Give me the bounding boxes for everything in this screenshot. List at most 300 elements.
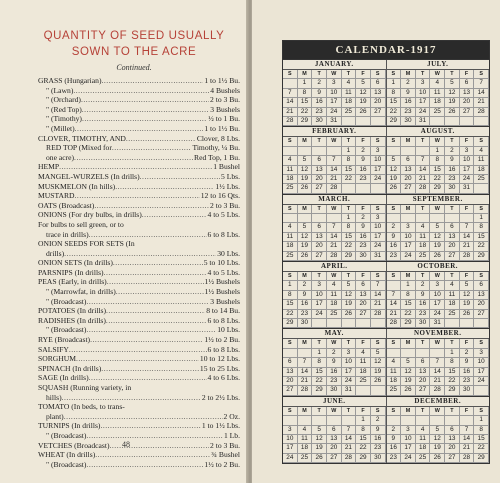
seed-quantity: 15 to 25 Lbs. [199, 363, 240, 373]
seed-name: SAGE (In drills) [38, 373, 89, 383]
leader-dots [64, 412, 223, 422]
day-cell [474, 117, 489, 126]
day-cell: 20 [416, 377, 431, 386]
day-cell: 7 [327, 223, 342, 232]
day-cell: 28 [342, 454, 357, 463]
day-cell [430, 214, 445, 223]
day-cell: 17 [342, 368, 357, 377]
day-cell: 28 [327, 252, 342, 261]
day-cell: 3 [371, 214, 386, 223]
day-cell: 9 [312, 89, 327, 98]
day-cell: 13 [312, 166, 327, 175]
seed-row [38, 431, 240, 441]
weekday-header: T [445, 205, 460, 214]
day-cell: 24 [312, 310, 327, 319]
seed-name: MANGEL-WURZELS (In drills) [38, 171, 140, 181]
day-cell: 9 [445, 156, 460, 165]
day-cell [387, 147, 402, 156]
weekday-header: S [371, 70, 386, 79]
day-cell: 13 [283, 368, 298, 377]
weekday-header: M [298, 137, 313, 146]
day-cell: 2 [356, 147, 371, 156]
day-cell [312, 319, 327, 328]
weekday-header: W [327, 407, 342, 416]
seed-quantity: 3 Bushels [210, 104, 240, 114]
day-cell: 10 [312, 291, 327, 300]
seed-quantity: 1½ Bushels [204, 287, 240, 297]
day-cell: 15 [401, 300, 416, 309]
leader-dots [74, 153, 193, 163]
weekday-header: M [401, 272, 416, 281]
day-cell: 3 [312, 281, 327, 290]
day-cell: 16 [387, 444, 402, 453]
day-cell: 14 [342, 435, 357, 444]
seed-quantity: 1½ Bushels [204, 277, 240, 287]
day-cell: 13 [356, 291, 371, 300]
leader-dots [95, 450, 210, 460]
day-cell: 6 [474, 281, 489, 290]
month-name: MARCH. [283, 195, 386, 205]
day-cell [445, 416, 460, 425]
seed-row [38, 162, 240, 172]
day-cell: 27 [460, 108, 475, 117]
day-cell: 25 [416, 454, 431, 463]
day-cell: 6 [460, 79, 475, 88]
weekday-header: M [298, 272, 313, 281]
seed-quantity [239, 220, 240, 230]
seed-row [38, 316, 240, 326]
leader-dots [90, 335, 203, 345]
seed-name: POTATOES (In drills) [38, 306, 107, 316]
day-cell: 1 [401, 281, 416, 290]
month-block [283, 329, 387, 395]
day-cell: 22 [445, 377, 460, 386]
seed-name: VETCHES (Broadcast) [38, 440, 110, 450]
day-cell: 4 [283, 223, 298, 232]
seed-row [38, 95, 240, 105]
weekday-header: T [416, 137, 431, 146]
day-cell: 4 [445, 281, 460, 290]
weekday-header: S [371, 137, 386, 146]
day-cell [460, 214, 475, 223]
day-grid [387, 205, 490, 261]
day-cell: 19 [460, 300, 475, 309]
day-cell: 30 [445, 184, 460, 193]
day-cell: 23 [445, 175, 460, 184]
day-cell: 26 [430, 454, 445, 463]
day-cell: 1 [387, 79, 402, 88]
day-cell: 7 [460, 426, 475, 435]
day-cell: 8 [474, 426, 489, 435]
day-cell [387, 281, 402, 290]
weekday-header: T [445, 70, 460, 79]
day-cell: 15 [474, 233, 489, 242]
day-cell: 15 [387, 98, 402, 107]
seed-quantity: ¾ Bushel [211, 450, 240, 460]
weekday-header: T [342, 70, 357, 79]
day-cell: 20 [371, 98, 386, 107]
weekday-header: W [430, 407, 445, 416]
day-cell: 31 [342, 386, 357, 395]
day-cell: 10 [342, 358, 357, 367]
weekday-header: S [474, 137, 489, 146]
day-cell [327, 214, 342, 223]
weekday-header: M [298, 205, 313, 214]
day-cell: 5 [445, 79, 460, 88]
month-block [387, 329, 490, 395]
day-cell: 19 [312, 444, 327, 453]
day-cell: 5 [387, 156, 402, 165]
seed-quantity: 1 Bushel [213, 162, 240, 172]
seed-name: RADISHES (In drills) [38, 315, 106, 325]
day-cell: 15 [298, 98, 313, 107]
day-cell: 29 [445, 386, 460, 395]
day-cell: 12 [356, 89, 371, 98]
day-cell: 20 [401, 175, 416, 184]
weekday-header: W [430, 205, 445, 214]
day-cell: 5 [430, 426, 445, 435]
day-cell: 1 [445, 349, 460, 358]
day-cell: 18 [430, 98, 445, 107]
day-cell: 14 [430, 368, 445, 377]
day-cell: 25 [474, 175, 489, 184]
seed-quantity: 6 to 8 Lbs. [207, 315, 240, 325]
day-cell: 6 [371, 79, 386, 88]
seed-quantity: 12 to 16 Qts. [200, 191, 240, 201]
day-cell: 17 [416, 98, 431, 107]
day-cell [445, 117, 460, 126]
weekday-header: S [474, 272, 489, 281]
day-cell: 23 [312, 108, 327, 117]
leader-dots [82, 114, 207, 124]
day-cell: 29 [474, 454, 489, 463]
day-cell: 22 [474, 444, 489, 453]
day-cell: 6 [312, 223, 327, 232]
seed-name: drills) [46, 248, 65, 258]
day-cell: 18 [387, 377, 402, 386]
day-cell [371, 184, 386, 193]
seed-row [38, 76, 240, 86]
day-cell: 11 [283, 166, 298, 175]
leader-dots [101, 364, 199, 374]
day-cell: 8 [298, 89, 313, 98]
day-cell: 20 [356, 300, 371, 309]
seed-row [38, 450, 240, 460]
day-cell: 27 [327, 454, 342, 463]
weekday-header: S [387, 205, 402, 214]
day-cell: 17 [312, 300, 327, 309]
day-cell: 29 [387, 117, 402, 126]
weekday-header: M [298, 407, 313, 416]
page-number: 48 [122, 440, 130, 449]
weekday-header: F [356, 272, 371, 281]
day-cell: 26 [401, 386, 416, 395]
day-cell: 26 [312, 454, 327, 463]
day-cell: 31 [460, 184, 475, 193]
day-cell: 1 [298, 79, 313, 88]
day-cell [283, 147, 298, 156]
day-cell: 10 [371, 223, 386, 232]
weekday-header: T [312, 70, 327, 79]
seed-quantity: 1 to 1½ Bu. [204, 76, 240, 85]
day-cell: 4 [430, 79, 445, 88]
seed-name: " (Lawn) [46, 85, 74, 95]
day-cell: 13 [401, 166, 416, 175]
seed-row [38, 354, 240, 364]
day-cell: 8 [342, 223, 357, 232]
weekday-header: T [416, 339, 431, 348]
day-cell: 6 [416, 358, 431, 367]
day-cell: 1 [474, 416, 489, 425]
month-name: FEBRUARY. [283, 127, 386, 137]
day-cell: 11 [298, 435, 313, 444]
weekday-header: F [460, 272, 475, 281]
weekday-header: S [387, 407, 402, 416]
leader-dots [107, 277, 204, 287]
day-cell: 20 [312, 242, 327, 251]
day-grid [283, 70, 386, 126]
day-cell: 4 [298, 426, 313, 435]
leader-dots [135, 239, 239, 249]
day-cell [342, 117, 357, 126]
seed-row [38, 297, 240, 307]
month-pair [283, 194, 489, 261]
day-cell [371, 319, 386, 328]
seed-quantity: 1 to 1½ Bu. [204, 123, 240, 133]
title-line-2: SOWN TO THE ACRE [71, 46, 197, 58]
day-cell [416, 214, 431, 223]
day-cell: 14 [371, 291, 386, 300]
seed-row [38, 383, 240, 393]
day-cell [327, 147, 342, 156]
seed-row [38, 153, 240, 163]
weekday-header: M [401, 339, 416, 348]
weekday-header: M [401, 70, 416, 79]
weekday-header: S [283, 137, 298, 146]
weekday-header: S [474, 407, 489, 416]
day-cell: 26 [460, 310, 475, 319]
day-cell: 29 [474, 252, 489, 261]
day-cell: 1 [312, 349, 327, 358]
day-cell: 31 [371, 252, 386, 261]
seed-row [38, 134, 240, 144]
weekday-header: W [327, 339, 342, 348]
day-cell: 22 [387, 108, 402, 117]
day-cell: 5 [298, 156, 313, 165]
day-cell: 24 [401, 252, 416, 261]
day-cell: 2 [356, 214, 371, 223]
day-cell: 30 [371, 454, 386, 463]
day-cell: 7 [342, 426, 357, 435]
seed-name: one acre) [46, 152, 75, 162]
leader-dots [75, 124, 204, 134]
day-cell: 13 [445, 233, 460, 242]
month-block [283, 262, 387, 328]
day-cell: 27 [445, 454, 460, 463]
day-cell: 22 [430, 175, 445, 184]
day-cell: 6 [312, 156, 327, 165]
day-cell: 9 [356, 223, 371, 232]
day-cell: 3 [401, 223, 416, 232]
day-cell: 28 [416, 184, 431, 193]
weekday-header: S [283, 339, 298, 348]
day-grid [283, 339, 386, 395]
day-cell: 15 [342, 166, 357, 175]
month-name: JULY. [387, 60, 490, 70]
day-cell: 21 [342, 444, 357, 453]
day-cell: 27 [474, 310, 489, 319]
day-cell: 6 [327, 426, 342, 435]
leader-dots [125, 402, 239, 412]
day-cell: 4 [416, 426, 431, 435]
day-cell: 26 [342, 310, 357, 319]
day-cell: 11 [416, 435, 431, 444]
seed-name: TURNIPS (In drills) [38, 421, 101, 431]
day-cell: 25 [298, 454, 313, 463]
day-cell: 14 [474, 89, 489, 98]
weekday-header: F [356, 407, 371, 416]
day-cell: 9 [371, 426, 386, 435]
day-cell: 16 [387, 242, 402, 251]
day-cell: 24 [430, 310, 445, 319]
leader-dots [140, 172, 220, 182]
day-cell [342, 184, 357, 193]
day-cell: 14 [283, 98, 298, 107]
weekday-header: T [342, 272, 357, 281]
day-cell: 15 [312, 368, 327, 377]
day-cell [342, 319, 357, 328]
day-cell: 19 [445, 98, 460, 107]
day-cell [283, 416, 298, 425]
day-cell: 13 [460, 89, 475, 98]
day-cell: 12 [445, 89, 460, 98]
day-cell: 31 [430, 319, 445, 328]
day-cell: 18 [283, 242, 298, 251]
weekday-header: S [387, 339, 402, 348]
day-cell [460, 416, 475, 425]
leader-dots [131, 383, 239, 393]
weekday-header: S [283, 70, 298, 79]
month-pair [283, 59, 489, 126]
day-cell: 27 [445, 252, 460, 261]
seed-row [38, 230, 240, 240]
day-grid [387, 407, 490, 463]
day-cell: 9 [416, 291, 431, 300]
day-cell: 8 [356, 426, 371, 435]
day-cell: 1 [474, 214, 489, 223]
day-cell: 4 [327, 281, 342, 290]
day-cell: 12 [430, 435, 445, 444]
day-cell: 14 [460, 435, 475, 444]
weekday-header: S [474, 339, 489, 348]
day-cell: 21 [387, 310, 402, 319]
day-cell: 16 [298, 300, 313, 309]
day-cell: 31 [327, 117, 342, 126]
seed-row [38, 239, 240, 249]
day-cell [474, 184, 489, 193]
day-cell: 16 [371, 435, 386, 444]
leader-dots [115, 182, 214, 192]
seed-quantity: 1½ to 2 Bu. [204, 459, 240, 469]
day-cell: 8 [312, 358, 327, 367]
day-cell: 29 [342, 252, 357, 261]
day-cell [356, 184, 371, 193]
day-cell [298, 349, 313, 358]
weekday-header: T [342, 339, 357, 348]
seed-quantity: 30 Lbs. [217, 248, 240, 258]
weekday-header: W [430, 137, 445, 146]
day-cell: 16 [445, 166, 460, 175]
seed-name: SQUASH (Running variety, in [38, 383, 132, 392]
day-cell: 14 [327, 233, 342, 242]
leader-dots [142, 210, 207, 220]
seed-row [38, 421, 240, 431]
weekday-header: S [387, 137, 402, 146]
day-cell: 7 [371, 281, 386, 290]
day-cell: 20 [327, 444, 342, 453]
weekday-header: F [460, 205, 475, 214]
day-cell: 22 [356, 444, 371, 453]
day-cell: 18 [416, 242, 431, 251]
seed-quantity: 10 to 12 Lbs. [199, 354, 240, 364]
day-cell: 3 [327, 79, 342, 88]
day-cell: 6 [445, 223, 460, 232]
day-cell: 18 [342, 98, 357, 107]
day-cell: 4 [474, 147, 489, 156]
weekday-header: F [356, 339, 371, 348]
seed-name: " (Timothy) [46, 114, 82, 124]
seed-row [38, 335, 240, 345]
day-cell: 5 [371, 349, 386, 358]
seed-quantity: 1½ Lbs. [215, 181, 240, 191]
day-cell: 24 [401, 454, 416, 463]
leader-dots [69, 345, 207, 355]
day-cell: 25 [327, 310, 342, 319]
month-name: SEPTEMBER. [387, 195, 490, 205]
day-cell: 7 [416, 156, 431, 165]
day-cell: 3 [283, 426, 298, 435]
day-cell: 10 [416, 89, 431, 98]
day-cell: 5 [430, 223, 445, 232]
day-cell: 26 [445, 108, 460, 117]
weekday-header: T [312, 272, 327, 281]
day-cell: 9 [387, 233, 402, 242]
leader-dots [86, 325, 216, 335]
day-cell: 28 [283, 117, 298, 126]
seed-name: " (Orchard) [46, 95, 81, 105]
day-cell: 25 [387, 386, 402, 395]
weekday-header: T [312, 407, 327, 416]
day-cell: 13 [312, 233, 327, 242]
seed-quantity: 4 to 5 Lbs. [207, 210, 240, 220]
leader-dots [86, 431, 223, 441]
seed-name: CLOVER, TIMOTHY, AND [38, 133, 126, 143]
weekday-header: M [298, 70, 313, 79]
month-block [283, 127, 387, 193]
weekday-header: S [371, 205, 386, 214]
leader-dots [102, 76, 204, 86]
day-cell: 18 [283, 175, 298, 184]
day-cell: 15 [445, 368, 460, 377]
leader-dots [73, 86, 209, 96]
day-cell: 10 [401, 233, 416, 242]
seed-quantity: 4 to 5 Lbs. [207, 267, 240, 277]
weekday-header: M [401, 205, 416, 214]
day-cell: 11 [327, 291, 342, 300]
day-cell: 21 [371, 300, 386, 309]
weekday-header: T [312, 339, 327, 348]
leader-dots [64, 249, 216, 259]
